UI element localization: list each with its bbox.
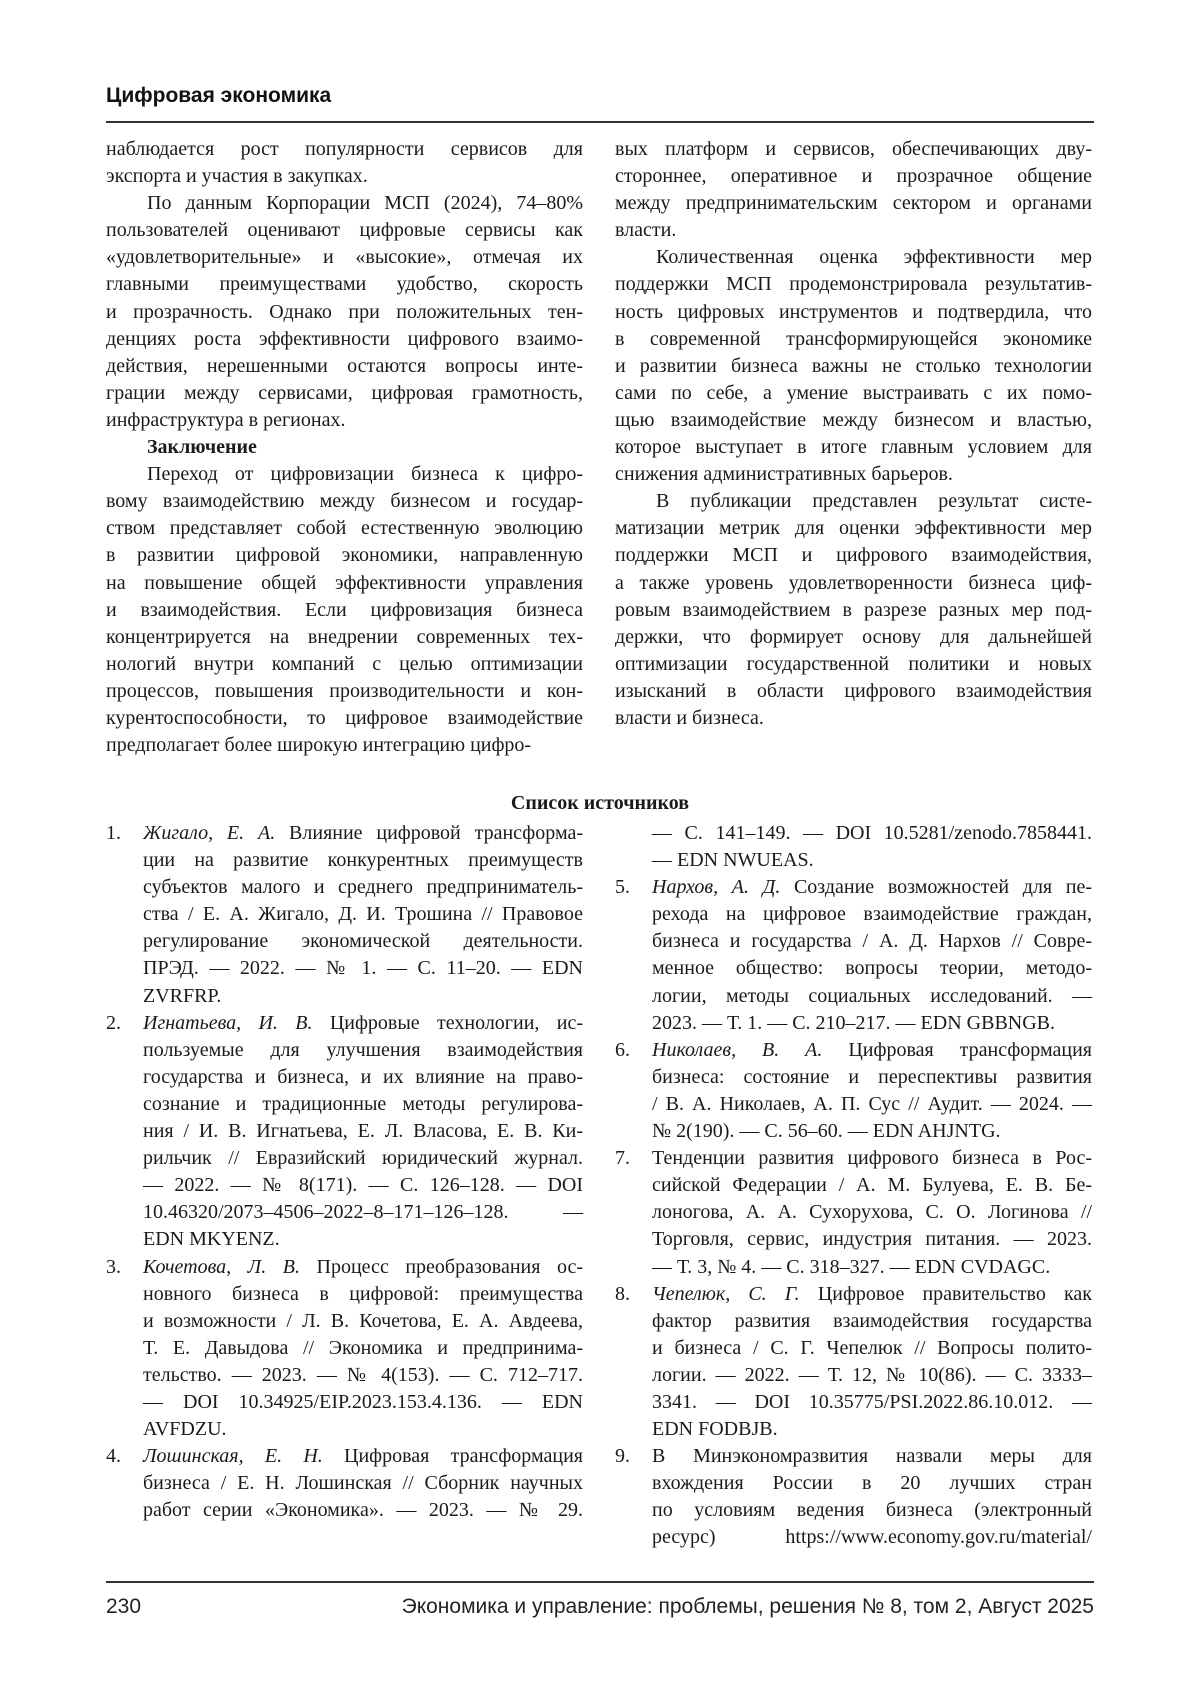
text-line: и прозрачность. Однако при положительных тен- (106, 299, 583, 326)
text-line: действия, нерешенными остаются вопросы инте- (106, 353, 583, 380)
section-heading (106, 434, 583, 461)
reference-line (143, 1443, 583, 1470)
reference-line: бизнеса: состояние и переспективы развития (652, 1064, 1092, 1091)
reference-author: Лошинская, Е. Н. (143, 1445, 323, 1467)
journal-info: Экономика и управление: проблемы, решения № 8, том 2, Август 2025 (402, 1595, 1094, 1619)
text-line: щью взаимодействие между бизнесом и властью, (615, 407, 1092, 434)
reference-number: 8. (615, 1281, 630, 1308)
reference-line: — С. 141–149. — DOI 10.5281/zenodo.7858441. (652, 820, 1092, 847)
text-line: концентрируется на внедрении современных тех- (106, 624, 583, 651)
reference-author: Жигало, Е. А. (143, 822, 275, 844)
reference-line: ния / И. В. Игнатьева, Е. Л. Власова, Е. В. Ки- (143, 1118, 583, 1145)
reference-line: / В. А. Николаев, А. П. Сус // Аудит. — 2024. — (652, 1091, 1092, 1118)
reference-text: Цифровая трансформация (323, 1445, 583, 1467)
paragraph (615, 488, 1092, 732)
reference-line: 10.46320/2073–4506–2022–8–171–126–128. — (143, 1199, 583, 1226)
text-line: стороннее, оперативное и прозрачное общение (615, 163, 1092, 190)
text-line: и развитии бизнеса важны не столько технологии (615, 353, 1092, 380)
reference-line: субъектов малого и среднего предприниматель- (143, 874, 583, 901)
reference-item (615, 874, 1102, 1037)
reference-number: 3. (106, 1254, 121, 1281)
reference-number: 2. (106, 1010, 121, 1037)
text-line: предполагает более широкую интеграцию цифро- (106, 732, 583, 759)
text-line: нологий внутри компаний с целью оптимизации (106, 651, 583, 678)
text-line: Количественная оценка эффективности мер (615, 244, 1092, 271)
text-line: курентоспособности, то цифровое взаимодействие (106, 705, 583, 732)
reference-line: — Т. 3, № 4. — С. 318–327. — EDN CVDAGC. (652, 1254, 1092, 1281)
reference-item (106, 1254, 593, 1444)
reference-text: Создание возможностей для пе- (780, 876, 1092, 898)
reference-line (652, 874, 1092, 901)
reference-number: 5. (615, 874, 630, 901)
reference-line: вхождения России в 20 лучших стран (652, 1470, 1092, 1497)
reference-text: Процесс преобразования ос- (300, 1256, 583, 1278)
reference-line (652, 1037, 1092, 1064)
reference-line: пользуемые для улучшения взаимодействия (143, 1037, 583, 1064)
text-line: поддержки МСП продемонстрировала результатив- (615, 271, 1092, 298)
reference-line: логии, методы социальных исследований. — (652, 983, 1092, 1010)
reference-line: — DOI 10.34925/EIP.2023.153.4.136. — EDN (143, 1389, 583, 1416)
reference-line: 2023. — Т. 1. — С. 210–217. — EDN GBBNGB. (652, 1010, 1092, 1037)
text-line: сами по себе, а умение выстраивать с их помо- (615, 380, 1092, 407)
reference-item (615, 1037, 1102, 1145)
reference-line: государства и бизнеса, и их влияние на право- (143, 1064, 583, 1091)
text-line: власти и бизнеса. (615, 705, 1092, 732)
section-title: Цифровая экономика (106, 84, 331, 108)
reference-line: тельство. — 2023. — № 4(153). — С. 712–717. (143, 1362, 583, 1389)
reference-line: ZVRFRP. (143, 983, 583, 1010)
reference-line: менное общество: вопросы теории, методо- (652, 955, 1092, 982)
reference-number: 7. (615, 1145, 630, 1172)
reference-line: EDN MKYENZ. (143, 1226, 583, 1253)
reference-text: Цифровая трансформация (822, 1039, 1092, 1061)
reference-line (143, 1254, 583, 1281)
text-line: ством представляет собой естественную эволюцию (106, 515, 583, 542)
text-line: пользователей оценивают цифровые сервисы как (106, 217, 583, 244)
reference-item (106, 1010, 593, 1254)
text-line: которое выступает в итоге главным условием для (615, 434, 1092, 461)
references-left-column (106, 820, 593, 1524)
reference-line: рильчик // Евразийский юридический журнал. (143, 1145, 583, 1172)
text-line: власти. (615, 217, 1092, 244)
reference-line: и бизнеса / С. Г. Чепелюк // Вопросы полито- (652, 1335, 1092, 1362)
text-line: процессов, повышения производительности и кон- (106, 678, 583, 705)
reference-line: AVFDZU. (143, 1416, 583, 1443)
reference-line (143, 1010, 583, 1037)
reference-line: лоногова, А. А. Сухорухова, С. О. Логинова // (652, 1199, 1092, 1226)
text-line: между предпринимательским сектором и органами (615, 190, 1092, 217)
reference-text: Влияние цифровой трансформа- (275, 822, 583, 844)
text-line: а также уровень удовлетворенности бизнеса циф- (615, 570, 1092, 597)
paragraph (615, 244, 1092, 488)
footer-divider (106, 1581, 1094, 1583)
paragraph (106, 461, 583, 759)
text-line: ровым взаимодействием в разрезе разных мер под- (615, 597, 1092, 624)
body-left-column (106, 136, 583, 759)
reference-line: ства / Е. А. Жигало, Д. И. Трошина // Правовое (143, 901, 583, 928)
reference-line: EDN FODBJB. (652, 1416, 1092, 1443)
reference-line: ресурс) https://www.economy.gov.ru/material/ (652, 1524, 1092, 1551)
text-line: В публикации представлен результат систе- (615, 488, 1092, 515)
body-right-column (615, 136, 1092, 732)
text-line: По данным Корпорации МСП (2024), 74–80% (106, 190, 583, 217)
page-number: 230 (106, 1595, 141, 1619)
reference-line: Торговля, сервис, индустрия питания. — 2023. (652, 1226, 1092, 1253)
reference-line: ПРЭД. — 2022. — № 1. — С. 11–20. — EDN (143, 955, 583, 982)
reference-line: работ серии «Экономика». — 2023. — № 29. (143, 1497, 583, 1524)
reference-line: — EDN NWUEAS. (652, 847, 1092, 874)
reference-item (615, 1281, 1102, 1444)
references-right-column (615, 820, 1102, 1552)
header-divider (106, 121, 1094, 123)
reference-line: фактор развития взаимодействия государства (652, 1308, 1092, 1335)
paragraph (106, 136, 583, 190)
text-line: поддержки МСП и цифрового взаимодействия, (615, 542, 1092, 569)
text-line: в развитии цифровой экономики, направленную (106, 542, 583, 569)
text-line: «удовлетворительные» и «высокие», отмечая их (106, 244, 583, 271)
paragraph (615, 136, 1092, 244)
reference-item (106, 820, 593, 1010)
references-title: Список источников (0, 792, 1200, 815)
reference-line: Т. Е. Давыдова // Экономика и предпринима- (143, 1335, 583, 1362)
text-line: наблюдается рост популярности сервисов для (106, 136, 583, 163)
text-line: главными преимуществами удобство, скорость (106, 271, 583, 298)
reference-number: 1. (106, 820, 121, 847)
reference-line: — 2022. — № 8(171). — С. 126–128. — DOI (143, 1172, 583, 1199)
reference-line: логии. — 2022. — Т. 12, № 10(86). — С. 3333– (652, 1362, 1092, 1389)
reference-line: регулирование экономической деятельности. (143, 928, 583, 955)
reference-number: 9. (615, 1443, 630, 1470)
text-line: вому взаимодействию между бизнесом и государ- (106, 488, 583, 515)
text-line: экспорта и участия в закупках. (106, 163, 583, 190)
reference-line: бизнеса и государства / А. Д. Нархов // Совре- (652, 928, 1092, 955)
text-line: в современной трансформирующейся экономике (615, 326, 1092, 353)
reference-line: рехода на цифровое взаимодействие граждан, (652, 901, 1092, 928)
reference-line: 3341. — DOI 10.35775/PSI.2022.86.10.012. — (652, 1389, 1092, 1416)
reference-line (143, 820, 583, 847)
text-line: ность цифровых инструментов и подтвердила, что (615, 299, 1092, 326)
text-line: на повышение общей эффективности управления (106, 570, 583, 597)
text-line: инфраструктура в регионах. (106, 407, 583, 434)
text-line: оптимизации государственной политики и новых (615, 651, 1092, 678)
text-line: Заключение (106, 434, 583, 461)
reference-line: ции на развитие конкурентных преимуществ (143, 847, 583, 874)
reference-author: Игнатьева, И. В. (143, 1012, 312, 1034)
reference-line (652, 1281, 1092, 1308)
reference-line: бизнеса / Е. Н. Лошинская // Сборник научных (143, 1470, 583, 1497)
text-line: Переход от цифровизации бизнеса к цифро- (106, 461, 583, 488)
reference-item (615, 1443, 1102, 1551)
reference-author: Нархов, А. Д. (652, 876, 780, 898)
reference-line: по условиям ведения бизнеса (электронный (652, 1497, 1092, 1524)
reference-line: № 2(190). — С. 56–60. — EDN AHJNTG. (652, 1118, 1092, 1145)
text-line: денциях роста эффективности цифрового взаимо- (106, 326, 583, 353)
text-line: снижения административных барьеров. (615, 461, 1092, 488)
reference-number: 6. (615, 1037, 630, 1064)
text-line: держки, что формирует основу для дальнейшей (615, 624, 1092, 651)
text-line: и взаимодействия. Если цифровизация бизнеса (106, 597, 583, 624)
reference-line: В Минэкономразвития назвали меры для (652, 1443, 1092, 1470)
reference-line: сийской Федерации / А. М. Булуева, Е. В. Бе- (652, 1172, 1092, 1199)
reference-line: новного бизнеса в цифровой: преимущества (143, 1281, 583, 1308)
paragraph (106, 190, 583, 434)
reference-line: и возможности / Л. В. Кочетова, Е. А. Авдеева, (143, 1308, 583, 1335)
reference-line: сознание и традиционные методы регулирова- (143, 1091, 583, 1118)
reference-text: Цифровые технологии, ис- (312, 1012, 583, 1034)
text-line: матизации метрик для оценки эффективности мер (615, 515, 1092, 542)
reference-author: Николаев, В. А. (652, 1039, 822, 1061)
text-line: изысканий в области цифрового взаимодействия (615, 678, 1092, 705)
reference-line: Тенденции развития цифрового бизнеса в Рос- (652, 1145, 1092, 1172)
text-line: грации между сервисами, цифровая грамотность, (106, 380, 583, 407)
reference-author: Кочетова, Л. В. (143, 1256, 300, 1278)
reference-item (615, 1145, 1102, 1280)
reference-text: Цифровое правительство как (800, 1283, 1092, 1305)
reference-item (615, 820, 1102, 874)
reference-item (106, 1443, 593, 1524)
reference-number: 4. (106, 1443, 121, 1470)
text-line: вых платформ и сервисов, обеспечивающих дву- (615, 136, 1092, 163)
reference-author: Чепелюк, С. Г. (652, 1283, 800, 1305)
